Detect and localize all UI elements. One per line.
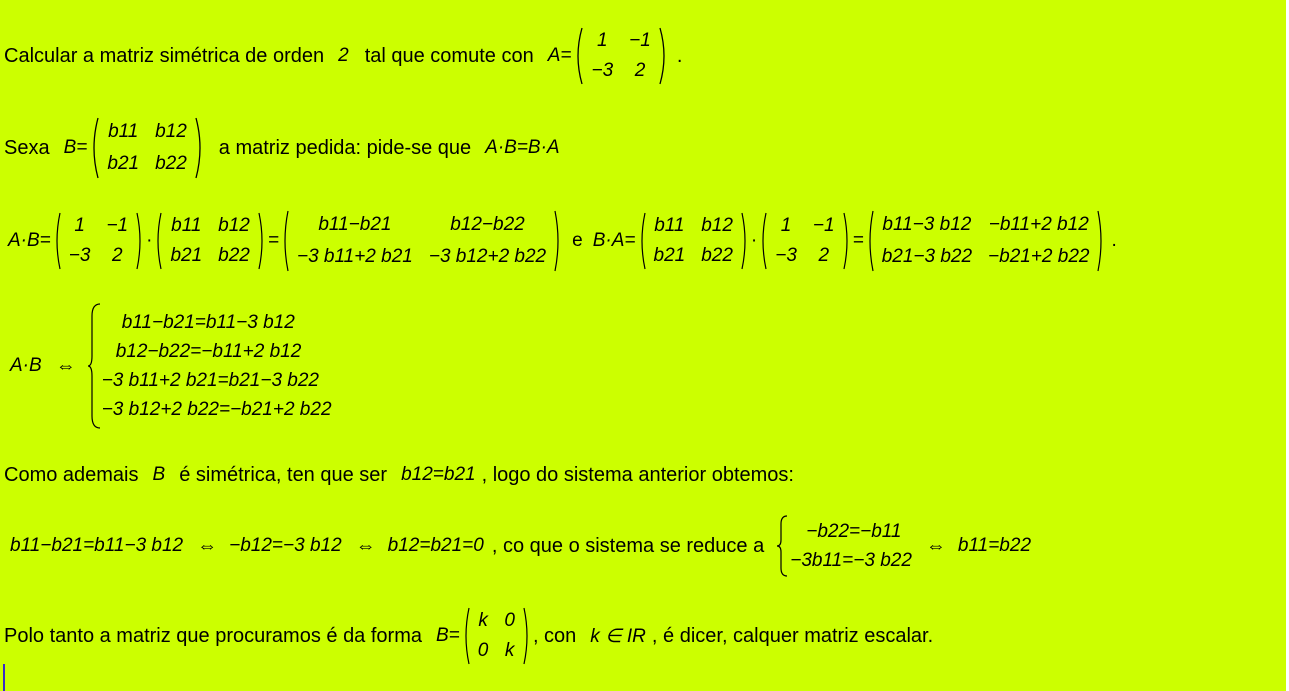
problem-statement: [4, 24, 682, 88]
matrix-cell: −3: [775, 245, 797, 266]
system-line: [10, 302, 332, 430]
matrix-cell: −3 b12+2 b22: [428, 246, 547, 267]
conclusion-line: [4, 604, 933, 668]
matrix-cell: b11: [654, 215, 685, 236]
matrix-cell: b21−3 b22: [881, 246, 973, 267]
matrix-cell: −b21+2 b22: [988, 246, 1090, 267]
product-end: .: [1111, 230, 1117, 251]
matrix-ab-result: [281, 209, 562, 273]
equation-system: [88, 302, 332, 430]
matrix-cell: b11: [108, 121, 139, 142]
iff-symbol: ⇔: [355, 534, 376, 557]
matrix-b: [89, 116, 204, 180]
iff-symbol: ⇔: [925, 534, 946, 557]
matrix-a: [573, 26, 668, 86]
iff-symbol: ⇔: [55, 354, 76, 377]
system-equation: −3 b11+2 b21=b21−3 b22: [101, 370, 319, 391]
reduced-equation: −3b11=−3 b22: [790, 550, 912, 571]
conclusion-text-b: , con: [532, 624, 577, 647]
matrix-cell: 2: [112, 245, 123, 266]
symmetric-text-a: Como ademais: [4, 463, 139, 486]
matrix-cell: b22: [701, 245, 733, 266]
reduction-result: b11=b22: [957, 535, 1032, 556]
product-matrix-b: [154, 211, 265, 271]
commute-condition: A·B=B·A: [485, 137, 560, 158]
matrix-cell: 0: [504, 610, 515, 631]
equals-sign: =: [852, 230, 864, 251]
ab-lhs: A·B=: [8, 230, 51, 251]
ba-lhs: B·A=: [592, 230, 636, 251]
product-line: [8, 208, 1117, 274]
matrix-cell: k: [478, 610, 488, 631]
matrix-ba-result: [866, 209, 1106, 273]
system-lhs: A·B: [10, 355, 42, 376]
definition-line: [4, 116, 560, 180]
matrix-cell: b12: [155, 121, 187, 142]
symmetric-line: [4, 460, 794, 490]
matrix-cell: −1: [629, 30, 651, 51]
matrix-cell: 2: [634, 60, 646, 81]
order-value: 2: [338, 45, 349, 66]
dot-operator: ·: [750, 230, 758, 251]
dot-operator: ·: [146, 230, 153, 251]
matrix-a-lhs: A=: [547, 45, 572, 66]
matrix-cell: b22: [218, 245, 250, 266]
scalar-matrix: [462, 606, 531, 666]
conjunction: e: [572, 230, 583, 251]
matrix-cell: −3 b11+2 b21: [296, 246, 413, 267]
matrix-cell: −b11+2 b12: [988, 214, 1089, 235]
product-matrix-a2: [759, 211, 850, 271]
product-matrix-b2: [638, 211, 749, 271]
text-cursor: [3, 664, 5, 691]
reduction-eq2: −b12=−3 b12: [229, 535, 342, 556]
system-equation: −3 b12+2 b22=−b21+2 b22: [101, 399, 332, 420]
matrix-cell: −3: [68, 245, 91, 266]
matrix-cell: b12: [701, 215, 733, 236]
matrix-cell: b11−b21: [318, 214, 392, 235]
matrix-cell: b12: [218, 215, 250, 236]
matrix-b-symbol: B: [152, 464, 166, 485]
matrix-cell: 0: [477, 640, 489, 661]
matrix-cell: 2: [818, 245, 830, 266]
matrix-cell: b21: [170, 245, 203, 266]
matrix-b-lhs: B=: [63, 137, 88, 158]
matrix-cell: 1: [780, 215, 792, 236]
matrix-cell: b22: [155, 153, 187, 174]
equals-sign: =: [267, 230, 279, 251]
matrix-cell: b12−b22: [450, 214, 525, 235]
conclusion-text-a: Polo tanto a matriz que procuramos é da forma: [4, 624, 422, 647]
matrix-cell: b21: [653, 245, 686, 266]
definition-text: a matriz pedida: pide-se que: [218, 136, 472, 159]
matrix-cell: −1: [106, 215, 129, 236]
symmetric-text-b: é simétrica, ten que ser: [179, 463, 388, 486]
sexa-text: Sexa: [4, 136, 50, 159]
matrix-cell: 1: [74, 215, 85, 236]
scalar-matrix-lhs: B=: [436, 625, 460, 646]
reduction-line: [10, 514, 1031, 578]
symmetric-text-c: , logo do sistema anterior obtemos:: [481, 463, 794, 486]
matrix-cell: b21: [107, 153, 140, 174]
reduced-system: [776, 514, 912, 578]
statement-text-a: Calcular a matriz simétrica de orden: [4, 44, 325, 67]
system-equation: b12−b22=−b11+2 b12: [115, 341, 302, 362]
statement-end: .: [676, 44, 683, 67]
reduction-eq1: b11−b21=b11−3 b12: [10, 535, 184, 556]
matrix-cell: k: [504, 640, 515, 661]
symmetry-equation: b12=b21: [401, 464, 476, 485]
matrix-cell: b11−3 b12: [882, 214, 972, 235]
iff-symbol: ⇔: [197, 534, 218, 557]
k-in-r: k ∈ IR: [590, 625, 646, 647]
conclusion-text-c: , é dicer, calquer matriz escalar.: [651, 624, 934, 647]
statement-text-b: tal que comute con: [364, 44, 534, 67]
matrix-cell: −3: [591, 60, 614, 81]
reduction-eq3: b12=b21=0: [387, 535, 484, 556]
matrix-cell: −1: [812, 215, 835, 236]
system-equation: b11−b21=b11−3 b12: [121, 312, 295, 333]
reduction-text: , co que o sistema se reduce a: [491, 534, 765, 557]
matrix-cell: b11: [171, 215, 202, 236]
reduced-equation: −b22=−b11: [806, 521, 902, 542]
matrix-cell: 1: [597, 30, 608, 51]
product-matrix-a: [53, 211, 144, 271]
